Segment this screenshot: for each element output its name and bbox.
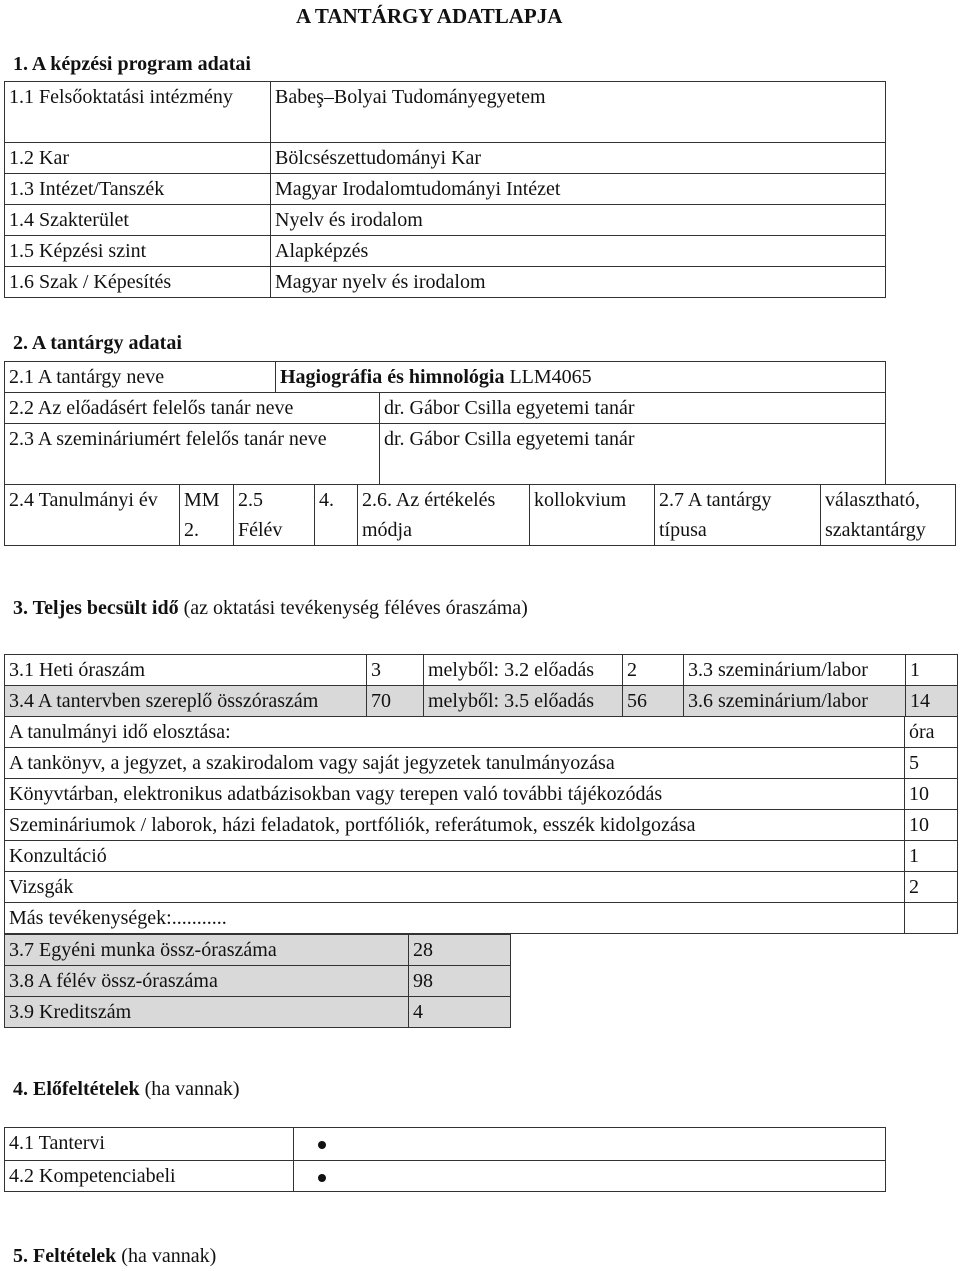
prerequisite-label: 4.2 Kompetenciabeli [5,1161,294,1192]
section-5-heading [13,1245,216,1268]
lecture-label: melyből: 3.2 előadás [424,655,623,686]
section-2-heading: 2. A tantárgy adatai [13,332,182,354]
evaluation-label: 2.6. Az értékelés módja [358,485,530,546]
table-row [5,205,886,236]
prerequisite-label: 4.1 Tantervi [5,1128,294,1161]
seminar-total-label: 3.6 szeminárium/labor [684,686,906,717]
table-row [5,424,886,485]
table-row [5,748,958,779]
table-row [5,686,958,717]
activity-label: Könyvtárban, elektronikus adatbázisokban vagy terepen való további tájékozódás [5,779,905,810]
subject-name-table [4,361,886,393]
lecture-total-label: melyből: 3.5 előadás [424,686,623,717]
total-hours-label: 3.4 A tantervben szereplő összóraszám [5,686,367,717]
table-row [5,1161,886,1192]
table-row [5,935,511,966]
total-hours-value: 70 [367,686,424,717]
total-value: 28 [409,935,511,966]
table-row [5,174,886,205]
weekly-hours-label: 3.1 Heti óraszám [5,655,367,686]
prerequisites-table [4,1127,886,1192]
seminar-total-value: 14 [906,686,958,717]
table-row [5,841,958,872]
activity-hours: 2 [905,872,958,903]
study-year-value: MM 2. [180,485,234,546]
activity-label: A tankönyv, a jegyzet, a szakirodalom vagy saját jegyzetek tanulmányozása [5,748,905,779]
activity-hours: 1 [905,841,958,872]
row-value: Alapképzés [271,236,886,267]
table-row [5,717,958,748]
row-value: dr. Gábor Csilla egyetemi tanár [380,424,886,485]
activity-label: Konzultáció [5,841,905,872]
activity-hours: 5 [905,748,958,779]
study-year-label: 2.4 Tanulmányi év [5,485,180,546]
total-label: 3.7 Egyéni munka össz-óraszáma [5,935,409,966]
bullet-icon [318,1174,326,1182]
section-3-heading-bold: 3. Teljes becsült idő [13,597,179,619]
prerequisite-value [294,1161,886,1192]
activity-hours: 10 [905,779,958,810]
table-row [5,810,958,841]
table-row [5,82,886,143]
section-4-heading-bold: 4. Előfeltételek [13,1078,140,1100]
distribution-unit: óra [905,717,958,748]
activity-hours [905,903,958,934]
row-label: 2.3 A szemináriumért felelős tanár neve [5,424,380,485]
table-row [5,267,886,298]
section-5-heading-bold: 5. Feltételek [13,1245,117,1267]
table-row [5,997,511,1028]
section-4-heading-rest: (ha vannak) [144,1078,240,1100]
row-label: 1.2 Kar [5,143,271,174]
bullet-icon [318,1141,326,1149]
total-value: 4 [409,997,511,1028]
subject-code: LLM4065 [509,366,592,388]
table-row [5,779,958,810]
section-5-heading-rest: (ha vannak) [121,1245,217,1267]
row-label: 2.1 A tantárgy neve [5,362,276,393]
seminar-value: 1 [906,655,958,686]
seminar-label: 3.3 szeminárium/labor [684,655,906,686]
teachers-table [4,392,886,485]
row-value: dr. Gábor Csilla egyetemi tanár [380,393,886,424]
table-row [5,485,956,546]
table-row [5,655,958,686]
semester-label: 2.5 Félév [234,485,315,546]
table-row [5,872,958,903]
row-value [276,362,886,393]
time-distribution-table [4,716,958,934]
study-info-table [4,484,956,546]
row-label: 1.4 Szakterület [5,205,271,236]
subject-type-value: választható, szaktantárgy [821,485,956,546]
totals-table [4,934,511,1028]
table-row [5,903,958,934]
lecture-total-value: 56 [623,686,684,717]
weekly-hours-value: 3 [367,655,424,686]
row-label: 1.5 Képzési szint [5,236,271,267]
table-row [5,143,886,174]
semester-value: 4. [315,485,358,546]
section-4-heading [13,1078,240,1101]
program-data-table [4,81,886,298]
subject-type-label: 2.7 A tantárgy típusa [655,485,821,546]
total-value: 98 [409,966,511,997]
total-label: 3.9 Kreditszám [5,997,409,1028]
row-label: 1.6 Szak / Képesítés [5,267,271,298]
subject-name: Hagiográfia és himnológia [280,366,505,388]
row-label: 1.3 Intézet/Tanszék [5,174,271,205]
section-1-heading: 1. A képzési program adatai [13,53,251,75]
row-value: Magyar nyelv és irodalom [271,267,886,298]
total-label: 3.8 A félév össz-óraszáma [5,966,409,997]
activity-label: Más tevékenységek:........... [5,903,905,934]
evaluation-value: kollokvium [530,485,655,546]
activity-label: Szemináriumok / laborok, házi feladatok, portfóliók, referátumok, esszék kidolgozása [5,810,905,841]
document-title: A TANTÁRGY ADATLAPJA [296,4,563,28]
activity-hours: 10 [905,810,958,841]
distribution-label: A tanulmányi idő elosztása: [5,717,905,748]
row-value: Bölcsészettudományi Kar [271,143,886,174]
table-row [5,966,511,997]
table-row [5,236,886,267]
row-label: 1.1 Felsőoktatási intézmény [5,82,271,143]
row-value: Magyar Irodalomtudományi Intézet [271,174,886,205]
row-label: 2.2 Az előadásért felelős tanár neve [5,393,380,424]
table-row [5,1128,886,1161]
section-3-heading-rest: (az oktatási tevékenység féléves óraszáma) [183,597,528,619]
row-value: Babeş–Bolyai Tudományegyetem [271,82,886,143]
prerequisite-value [294,1128,886,1161]
activity-label: Vizsgák [5,872,905,903]
table-row [5,362,886,393]
lecture-value: 2 [623,655,684,686]
row-value: Nyelv és irodalom [271,205,886,236]
table-row [5,393,886,424]
section-3-heading [13,597,528,620]
hours-table [4,654,958,717]
